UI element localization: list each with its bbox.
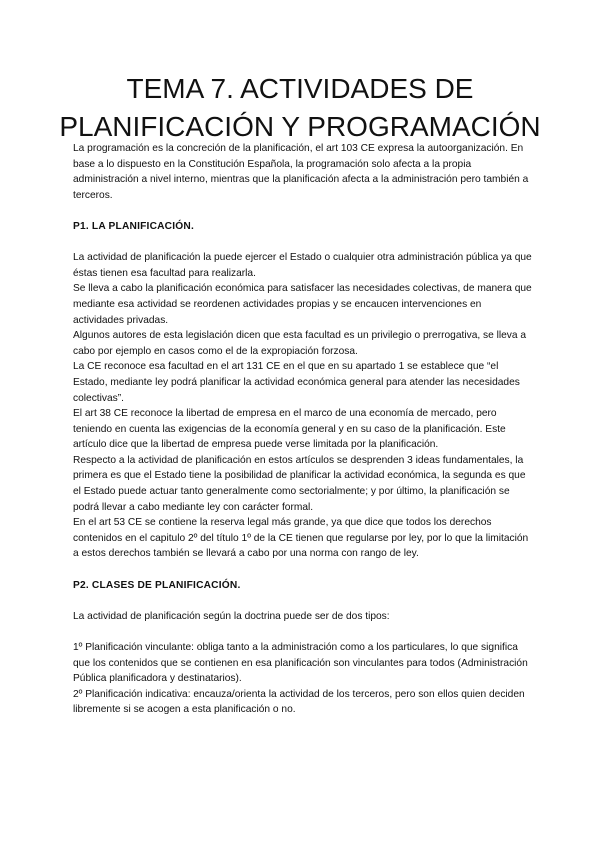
title-line-1: TEMA 7. ACTIVIDADES DE <box>126 73 474 104</box>
paragraph: Se lleva a cabo la planificación económica para satisfacer las necesidades colectivas, de manera que mediante esa actividad se reordenen actividades propias y se encaucen intervenciones en actividades privadas. <box>73 283 532 326</box>
paragraph: 1º Planificación vinculante: obliga tanto a la administración como a los particulares, lo que significa que los contenidos que se contienen en esa planificación son vinculantes para todos (Administración Pública planificadora y destinatarios). <box>73 642 528 685</box>
paragraph: Algunos autores de esta legislación dicen que esta facultad es un privilegio o prerrogativa, se lleva a cabo por ejemplo en casos como el de la expropiación forzosa. <box>73 330 527 357</box>
intro-paragraph: La programación es la concreción de la planificación, el art 103 CE expresa la autoorganización. En base a lo dispuesto en la Constitución Española, la programación solo afecta a la propia administración a nivel interno, mientras que la planificación afecta a la administración pero también a terceros. <box>73 143 529 201</box>
title-line-2: PLANIFICACIÓN Y PROGRAMACIÓN <box>59 111 541 142</box>
paragraph: La actividad de planificación la puede ejercer el Estado o cualquier otra administración pública ya que éstas tienen esa facultad para realizarla. <box>73 252 532 279</box>
section-2-intro: La actividad de planificación según la doctrina puede ser de dos tipos: <box>73 610 390 622</box>
document-body <box>73 141 535 718</box>
paragraph: El art 38 CE reconoce la libertad de empresa en el marco de una economía de mercado, pero teniendo en cuenta las exigencias de la economía general y en su caso de la planificación. Este artículo dice que la libertad de empresa puede verse limitada por la planificación. <box>73 408 506 451</box>
section-2-heading: P2. CLASES DE PLANIFICACIÓN. <box>73 579 241 591</box>
page-title <box>40 70 560 146</box>
paragraph: Respecto a la actividad de planificación en estos artículos se desprenden 3 ideas fundamentales, la primera es que el Estado tiene la posibilidad de planificar la actividad económica, la segunda es que el Estado puede actuar tanto generalmente como sectorialmente; y por último, la planificación se podrá llevar a cabo mediante ley con carácter formal. <box>73 454 526 513</box>
paragraph: 2º Planificación indicativa: encauza/orienta la actividad de los terceros, pero son ellos quien deciden libremente si se acogen a esta planificación o no. <box>73 688 525 716</box>
section-1-heading: P1. LA PLANIFICACIÓN. <box>73 220 194 232</box>
paragraph: En el art 53 CE se contiene la reserva legal más grande, ya que dice que todos los derechos contenidos en el capitulo 2º del título 1º de la CE tienen que regularse por ley, por lo que la limitación a estos derechos también se llevará a cabo por una norma con rango de ley. <box>73 517 529 560</box>
paragraph: La CE reconoce esa facultad en el art 131 CE en el que en su apartado 1 se establece que “el Estado, mediante ley podrá planificar la actividad económica general para atender las necesidades colectivas”. <box>73 361 520 404</box>
